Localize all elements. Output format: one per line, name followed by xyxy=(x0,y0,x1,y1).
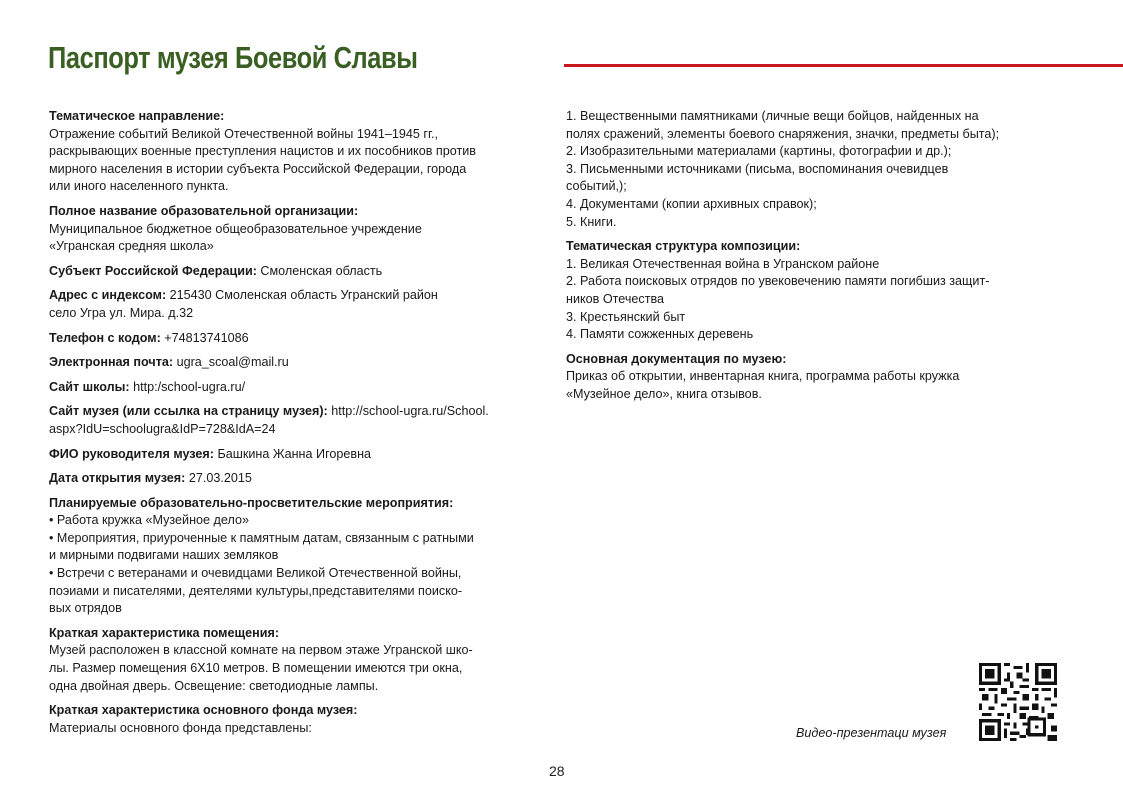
list-item: 1. Вещественными памятниками (личные вещи бойцов, найденных на xyxy=(566,109,979,123)
list-item: 2. Изобразительными материалами (картины, фотографии и др.); xyxy=(566,144,952,159)
section-subject xyxy=(49,263,554,281)
section-opened xyxy=(49,470,554,488)
section-email xyxy=(49,354,554,372)
text-line: лы. Размер помещения 6Х10 метров. В помещении имеются три окна, xyxy=(49,661,463,676)
museum-site-label: Сайт музея (или ссылка на страницу музея): xyxy=(49,404,328,419)
museum-site-link-cont[interactable]: aspx?IdU=schoolugra&IdP=728&IdA=24 xyxy=(49,421,276,436)
events-label: Планируемые образовательно-просветительские мероприятия: xyxy=(49,495,454,510)
text-line: • Работа кружка «Музейное дело» xyxy=(49,513,249,528)
section-fund xyxy=(49,702,554,737)
list-item: 4. Документами (копии архивных справок); xyxy=(566,196,817,211)
head-value: Башкина Жанна Игоревна xyxy=(213,446,372,461)
video-caption: Видео-презентаци музея xyxy=(796,726,947,740)
fund-label: Краткая характеристика основного фонда музея: xyxy=(49,703,358,718)
page-title: Паспорт музея Боевой Славы xyxy=(48,40,418,75)
section-head xyxy=(49,446,554,464)
section-museum-site xyxy=(49,403,554,438)
list-item: 2. Работа поисковых отрядов по увековечению памяти погибшиз защит- xyxy=(566,274,990,289)
text-line: Материалы основного фонда представлены: xyxy=(49,720,312,735)
list-item: 3. Письменными источниками (письма, воспоминания очевидцев xyxy=(566,161,949,176)
text-line: Муниципальное бюджетное общеобразовательное учреждение xyxy=(49,221,422,236)
section-events xyxy=(49,495,554,618)
list-item: 4. Памяти сожженных деревень xyxy=(566,327,754,342)
room-label: Краткая характеристика помещения: xyxy=(49,625,280,640)
email-label: Электронная почта: xyxy=(49,355,174,370)
org-label: Полное название образовательной организации: xyxy=(49,203,359,218)
qr-code-icon[interactable] xyxy=(978,663,1058,741)
left-column xyxy=(49,108,554,744)
address-label: Адрес с индексом: xyxy=(49,288,167,303)
text-line: и мирными подвигами наших земляков xyxy=(49,548,279,563)
opened-label: Дата открытия музея: xyxy=(49,471,186,486)
section-phone xyxy=(49,330,554,348)
text-line: Отражение событий Великой Отечественной войны 1941–1945 гг., xyxy=(49,126,439,141)
list-item: ников Отечества xyxy=(566,291,665,306)
text-line: раскрывающих военные преступления нацистов и их пособников против xyxy=(49,144,476,159)
subject-value: Смоленская область xyxy=(256,263,383,278)
section-room xyxy=(49,625,554,695)
right-column xyxy=(566,108,1071,411)
text-line: или иного населенного пункта. xyxy=(49,179,229,194)
docs-label: Основная документация по музею: xyxy=(566,351,787,366)
address-value: 215430 Смоленская область Угранский район xyxy=(166,288,438,303)
list-item: 3. Крестьянский быт xyxy=(566,309,686,324)
museum-site-link[interactable]: http://school-ugra.ru/School. xyxy=(327,404,489,419)
structure-label: Тематическая структура композиции: xyxy=(566,239,801,254)
text-line: поэиами и писателями, деятелями культуры,представителями поиско- xyxy=(49,583,463,598)
section-organization xyxy=(49,203,554,256)
list-item: событий,); xyxy=(566,179,627,194)
list-item: 1. Великая Отечественная война в Угранском районе xyxy=(566,256,880,271)
section-address xyxy=(49,287,554,322)
text-line: • Встречи с ветеранами и очевидцами Великой Отечественной войны, xyxy=(49,566,462,581)
text-line: «Угранская средняя школа» xyxy=(49,239,214,254)
text-line: • Мероприятия, приуроченные к памятным датам, связанным с ратными xyxy=(49,530,474,545)
page-number: 28 xyxy=(549,763,565,779)
text-line: мирного населения в истории субъекта Российской Федерации, города xyxy=(49,161,467,176)
text-line: вых отрядов xyxy=(49,601,122,616)
school-site-label: Сайт школы: xyxy=(49,379,130,394)
text-line: Приказ об открытии, инвентарная книга, программа работы кружка xyxy=(566,369,960,384)
phone-value: +74813741086 xyxy=(160,330,249,345)
address-line2: село Угра ул. Мира. д.32 xyxy=(49,305,194,320)
opened-value: 27.03.2015 xyxy=(185,471,252,486)
text-line: «Музейное дело», книга отзывов. xyxy=(566,386,762,401)
email-value[interactable]: ugra_scoal@mail.ru xyxy=(173,355,289,370)
text-line: Музей расположен в классной комнате на первом этаже Угранской шко- xyxy=(49,643,473,658)
section-thematic xyxy=(49,108,554,196)
subject-label: Субъект Российской Федерации: xyxy=(49,263,257,278)
list-item: полях сражений, элементы боевого снаряжения, значки, предметы быта); xyxy=(566,126,1000,141)
text-line: одна двойная дверь. Освещение: светодиодные лампы. xyxy=(49,678,379,693)
section-school-site xyxy=(49,379,554,397)
section-structure xyxy=(566,238,1071,344)
school-site-link[interactable]: http:/school-ugra.ru/ xyxy=(129,379,246,394)
section-docs xyxy=(566,351,1071,404)
header-rule xyxy=(564,64,1123,67)
head-label: ФИО руководителя музея: xyxy=(49,446,214,461)
thematic-label: Тематическое направление: xyxy=(49,109,225,123)
list-item: 5. Книги. xyxy=(566,214,617,229)
phone-label: Телефон с кодом: xyxy=(49,330,161,345)
section-fund-list xyxy=(566,108,1071,231)
